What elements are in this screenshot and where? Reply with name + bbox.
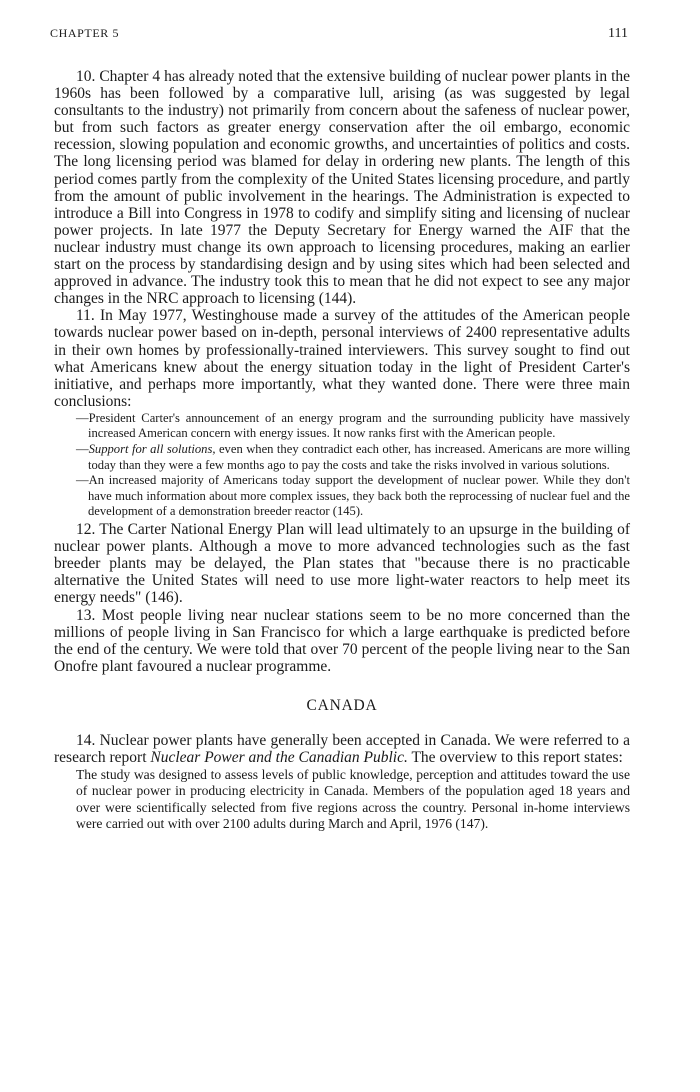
block-quote: The study was designed to assess levels of public knowledge, perception and attitudes toward the use of nuclear power in producing electricity in Canada. Members of the population aged 18 years and over were scientifically selected from five regions across the country. Personal in-home interviews were carried out with over 2100 adults during March and April, 1976 (147). bbox=[76, 767, 630, 832]
paragraph-10: 10. Chapter 4 has already noted that the extensive building of nuclear power plants in the 1960s has been followed by a comparative lull, arising (as was suggested by legal consultants to the industry) not primarily from concern about the safeness of nuclear power, but from such factors as greater energy conservation after the oil embargo, economic recession, slowing population and economic growths, and uncertainties of politics and costs. The long licensing period was blamed for delay in ordering new plants. The length of this period comes partly from the complexity of the United States licensing procedure, and partly from the amount of public involvement in the hearings. The Administration is expected to introduce a Bill into Congress in 1978 to codify and simplify siting and licensing of nuclear power projects. In late 1977 the Deputy Secretary for Energy warned the AIF that the nuclear industry must change its own approach to licensing procedures, making an earlier start on the process by standardising design and by using sites which had been selected and approved in advance. The industry took this to mean that he did not expect to see any major changes in the NRC approach to licensing (144). bbox=[54, 68, 630, 308]
paragraph-11: 11. In May 1977, Westinghouse made a survey of the attitudes of the American people towards nuclear power based on in-depth, personal interviews of 2400 representative adults in their own homes by professionally-trained interviewers. This survey sought to find out what Americans knew about the energy situation today in the light of President Carter's initiative, and perhaps more importantly, what they wanted done. There were three main conclusions: bbox=[54, 307, 630, 410]
conclusion-item: —An increased majority of Americans today support the development of nuclear power. While they don't have much information about more complex issues, they back both the reprocessing of nuclear fuel and the development of a demonstration breeder reactor (145). bbox=[76, 473, 630, 519]
page-header bbox=[50, 26, 628, 42]
section-heading: CANADA bbox=[306, 696, 378, 714]
running-head: CHAPTER 5 bbox=[50, 26, 120, 40]
page-body bbox=[54, 68, 630, 833]
paragraph-14-tail: The overview to this report states: bbox=[407, 748, 623, 766]
conclusion-rest: even when they contradict each other, has increased. Americans are more willing today than they were a few months ago to pay the costs and take the risks involved in various solutions. bbox=[88, 442, 630, 472]
paragraph-14 bbox=[54, 732, 630, 766]
conclusions-list bbox=[76, 411, 630, 520]
paragraph-12: 12. The Carter National Energy Plan will lead ultimately to an upsurge in the building of nuclear power plants. Although a move to more advanced technologies such as the fast breeder plants may be delayed, the Plan states that "because there is no practicable alternative the United States will need to use more light-water reactors to help meet its energy needs" (146). bbox=[54, 521, 630, 607]
paragraph-13: 13. Most people living near nuclear stations seem to be no more concerned than the millions of people living in San Francisco for which a large earthquake is predicted before the end of the century. We were told that over 70 percent of the people living near to the San Onofre plant favoured a nuclear programme. bbox=[54, 606, 630, 675]
page-number: 111 bbox=[608, 26, 628, 41]
report-title: Nuclear Power and the Canadian Public. bbox=[150, 748, 408, 766]
conclusion-dash: — bbox=[76, 442, 89, 457]
paragraph-14-lead: 14. Nuclear power plants have generally been accepted in Canada. We were referred to a research report bbox=[54, 731, 630, 766]
conclusion-item bbox=[76, 442, 630, 473]
conclusion-emphasis: Support for all solutions, bbox=[88, 442, 216, 457]
conclusion-item: —President Carter's announcement of an energy program and the surrounding publicity have massively increased American concern with energy issues. It now ranks first with the American people. bbox=[76, 410, 630, 441]
